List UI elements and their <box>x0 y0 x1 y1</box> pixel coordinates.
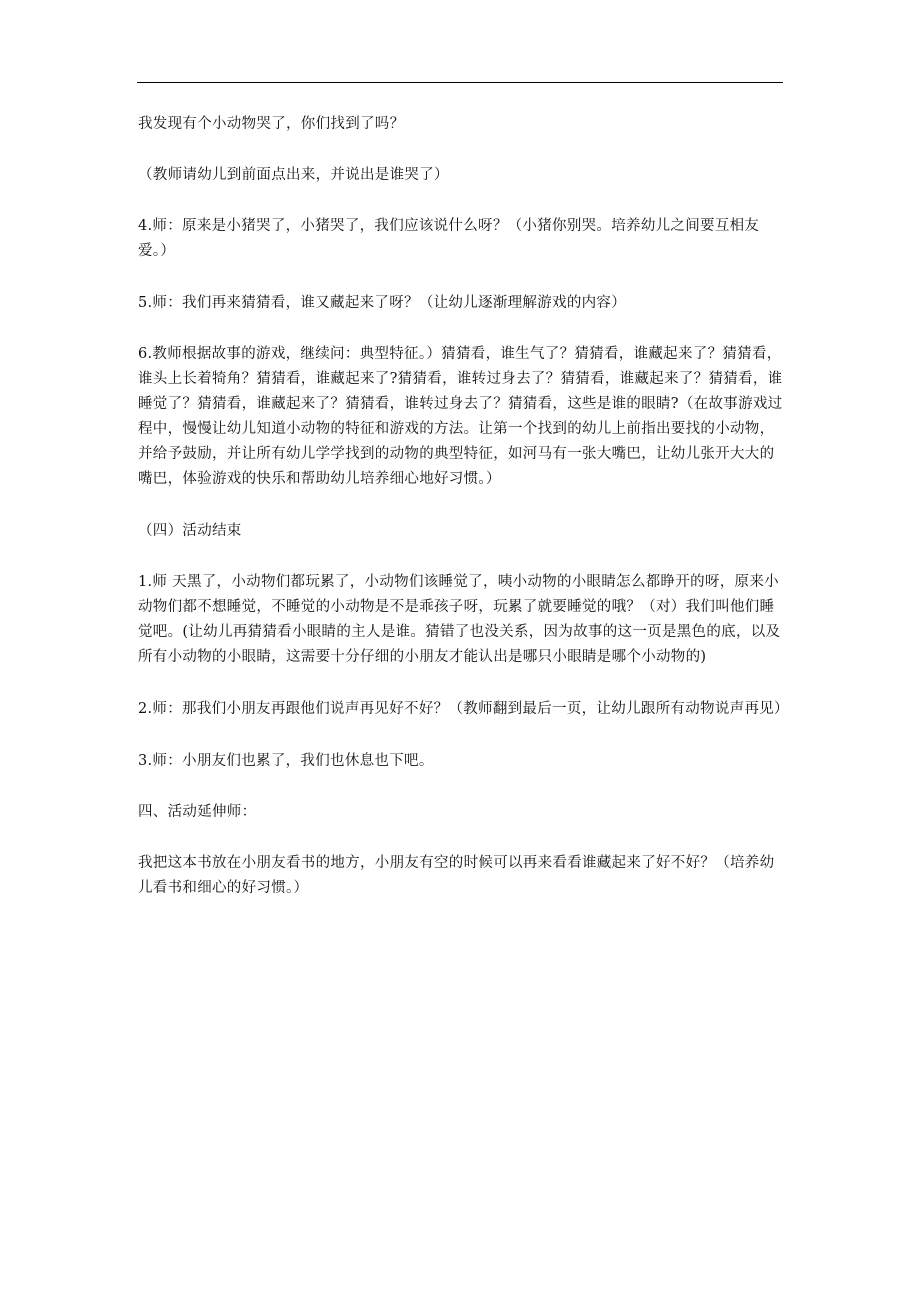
document-body <box>138 112 788 928</box>
paragraph-extension: 我把这本书放在小朋友看书的地方，小朋友有空的时候可以再来看看谁藏起来了好不好？（培养幼儿看书和细心的好习惯。） <box>138 855 775 896</box>
paragraph-end-step-3: 3.师：小朋友们也累了，我们也休息也下吧。 <box>138 753 434 769</box>
paragraph-step-5: 5.师：我们再来猜猜看，谁又藏起来了呀？（让幼儿逐渐理解游戏的内容） <box>138 295 627 311</box>
paragraph-step-6: 6.教师根据故事的游戏，继续问：典型特征。）猜猜看，谁生气了？猜猜看，谁藏起来了？猜猜看，谁头上长着犄角？猜猜看，谁藏起来了?猜猜看，谁转过身去了？猜猜看，谁藏起来了？猜猜看，谁睡觉了？猜猜看，谁藏起来了？猜猜看，谁转过身去了？猜猜看，这些是谁的眼睛?（在故事游戏过程中，慢慢让幼儿知道小动物的特征和游戏的方法。让第一个找到的幼儿上前指出要找的小动物，并给予鼓励，并让所有幼儿学学找到的动物的典型特征，如河马有一张大嘴巴，让幼儿张开大大的嘴巴，体验游戏的快乐和帮助幼儿培养细心地好习惯。） <box>138 346 783 487</box>
header-rule <box>137 82 783 83</box>
section-heading-extension: 四、活动延伸师： <box>138 804 257 820</box>
paragraph-found-crying: 我发现有个小动物哭了，你们找到了吗？ <box>138 116 405 132</box>
paragraph-end-step-1: 1.师 天黑了，小动物们都玩累了，小动物们该睡觉了，咦小动物的小眼睛怎么都睁开的呀，原来小动物们都不想睡觉，不睡觉的小动物是不是乖孩子呀，玩累了就要睡觉的哦？（对）我们叫他们睡觉吧。(让幼儿再猜猜看小眼睛的主人是谁。猜错了也没关系，因为故事的这一页是黑色的底，以及所有小动物的小眼睛，这需要十分仔细的小朋友才能认出是哪只小眼睛是哪个小动物的) <box>138 574 781 665</box>
paragraph-end-step-2: 2.师：那我们小朋友再跟他们说声再见好不好？（教师翻到最后一页，让幼儿跟所有动物说声再见） <box>138 701 789 717</box>
section-heading-activity-end: （四）活动结束 <box>138 523 242 539</box>
paragraph-step-4: 4.师：原来是小猪哭了，小猪哭了，我们应该说什么呀？（小猪你别哭。培养幼儿之间要互相友爱。） <box>138 218 760 259</box>
paragraph-teacher-invites: （教师请幼儿到前面点出来，并说出是谁哭了） <box>138 167 449 183</box>
